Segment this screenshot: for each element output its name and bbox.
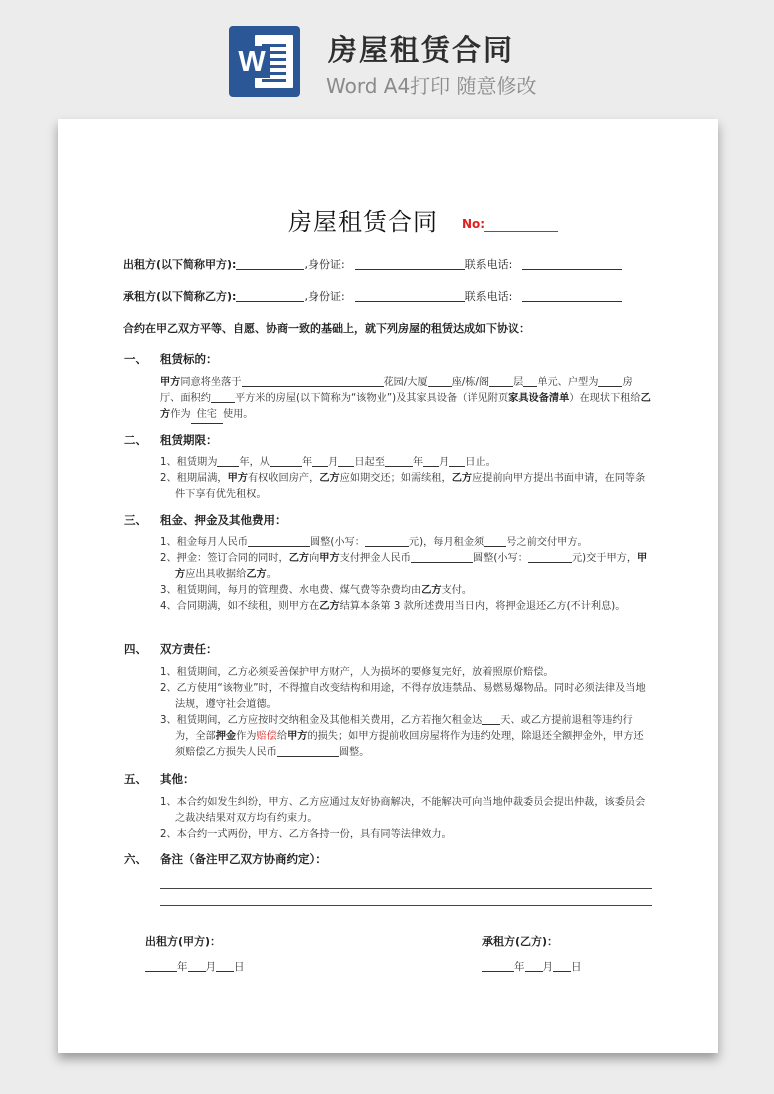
document-number-label: No: bbox=[462, 217, 486, 231]
lessee-signature-label: 承租方(乙方)： bbox=[482, 935, 559, 948]
section-4-item-2: 2、乙方使用“该物业”时，不得擅自改变结构和用途，不得存放违禁品、易燃易爆物品。同时必须法律及当地法规，遵守社会道德。 bbox=[160, 683, 646, 710]
section-3-body bbox=[160, 535, 652, 615]
section-3-item-3: 3、租赁期间，每月的管理费、水电费、煤气费等杂费均由乙方支付。 bbox=[160, 585, 473, 596]
section-1-title: 租赁标的： bbox=[160, 352, 218, 366]
banner-title: 房屋租赁合同 bbox=[328, 33, 515, 67]
section-5-item-2: 2、本合约一式两份，甲方、乙方各持一份，具有同等法律效力。 bbox=[160, 829, 452, 840]
section-5-item-1: 1、本合约如发生纠纷，甲方、乙方应通过友好协商解决，不能解决可向当地仲裁委员会提出仲裁，该委员会之裁决结果对双方均有约束力。 bbox=[160, 797, 646, 824]
blank bbox=[522, 258, 622, 270]
section-3-item-4: 4、合同期满，如不续租，则甲方在乙方结算本条第 3 款所述费用当日内，将押金退还乙方(不计利息)。 bbox=[160, 601, 626, 612]
blank bbox=[236, 258, 304, 270]
section-5-title: 其他： bbox=[160, 772, 195, 786]
lessor-date: 年 月 日 bbox=[145, 959, 245, 974]
lessee-date: 年 月 日 bbox=[482, 959, 582, 974]
section-2-body bbox=[160, 455, 652, 503]
header-banner bbox=[0, 0, 774, 110]
section-3-title: 租金、押金及其他费用： bbox=[160, 513, 287, 527]
section-6-title: 备注（备注甲乙双方协商约定）： bbox=[160, 852, 327, 866]
party-b-label: 承租方(以下简称乙方): bbox=[123, 290, 237, 303]
section-2-item-2: 2、租期届满，甲方有权收回房产，乙方应如期交还；如需续租，乙方应提前向甲方提出书面申请，在同等条件下享有优先租权。 bbox=[160, 473, 646, 500]
section-5-number: 五、 bbox=[124, 772, 147, 786]
section-2-number: 二、 bbox=[124, 433, 147, 447]
section-4-item-3: 3、租赁期间，乙方应按时交纳租金及其他相关费用，乙方若拖欠租金达 天、或乙方提前退租等违约行为，全部押金作为赔偿给甲方的损失；如甲方提前收回房屋将作为违约处理，除退还全额押金外，甲方还须赔偿乙方损失人民币 圆整。 bbox=[160, 715, 644, 758]
section-2-item-1: 1、租赁期为 年，从 年 月 日起至 年 月 日止。 bbox=[160, 457, 496, 468]
section-1-number: 一、 bbox=[124, 352, 147, 366]
note-line-2 bbox=[160, 905, 652, 906]
document-page bbox=[58, 119, 718, 1053]
note-line-1 bbox=[160, 888, 652, 889]
section-4-body bbox=[160, 665, 652, 761]
section-4-number: 四、 bbox=[124, 642, 147, 656]
lessor-signature-label: 出租方(甲方)： bbox=[145, 935, 222, 948]
blank bbox=[355, 290, 465, 302]
section-5-body bbox=[160, 795, 652, 843]
section-3-item-2: 2、押金：签订合同的同时，乙方向甲方支付押金人民币 圆整(小写： 元)交于甲方，甲方应出具收据给乙方。 bbox=[160, 553, 648, 580]
agreement-lead: 合约在甲乙双方平等、自愿、协商一致的基础上，就下列房屋的租赁达成如下协议： bbox=[123, 322, 530, 335]
word-letter-icon: W bbox=[234, 46, 270, 78]
section-6-number: 六、 bbox=[124, 852, 147, 866]
section-4-item-1: 1、租赁期间，乙方必须妥善保护甲方财产，人为损坏的要修复完好，放着照原价赔偿。 bbox=[160, 667, 554, 678]
section-3-item-1: 1、租金每月人民币 圆整(小写： 元)，每月租金须 号之前交付甲方。 bbox=[160, 537, 588, 548]
banner-subtitle: Word A4打印 随意修改 bbox=[326, 74, 537, 98]
section-3-number: 三、 bbox=[124, 513, 147, 527]
party-b-line bbox=[123, 288, 622, 304]
section-1-body bbox=[160, 375, 652, 424]
party-b-phone-label: 联系电话: bbox=[464, 290, 513, 303]
section-1-paragraph: 甲方同意将坐落于 花园/大厦 座/栋/阁 层 单元、户型为 房厅、面积约 平方米的房屋(以下简称为“该物业”)及其家具设备（详见附页家具设备清单）在现状下租给乙方作为 住宅 使用。 bbox=[160, 375, 652, 424]
section-4-title: 双方责任： bbox=[160, 642, 218, 656]
blank bbox=[355, 258, 465, 270]
blank bbox=[522, 290, 622, 302]
party-a-phone-label: 联系电话: bbox=[464, 258, 513, 271]
blank bbox=[236, 290, 304, 302]
document-title: 房屋租赁合同 bbox=[288, 208, 438, 236]
party-a-id-label: ,身份证: bbox=[304, 258, 345, 271]
document-number-blank bbox=[484, 231, 558, 232]
word-document-icon bbox=[229, 26, 300, 97]
party-a-label: 出租方(以下简称甲方): bbox=[123, 258, 237, 271]
party-a-line bbox=[123, 256, 622, 272]
section-2-title: 租赁期限： bbox=[160, 433, 218, 447]
party-b-id-label: ,身份证: bbox=[304, 290, 345, 303]
